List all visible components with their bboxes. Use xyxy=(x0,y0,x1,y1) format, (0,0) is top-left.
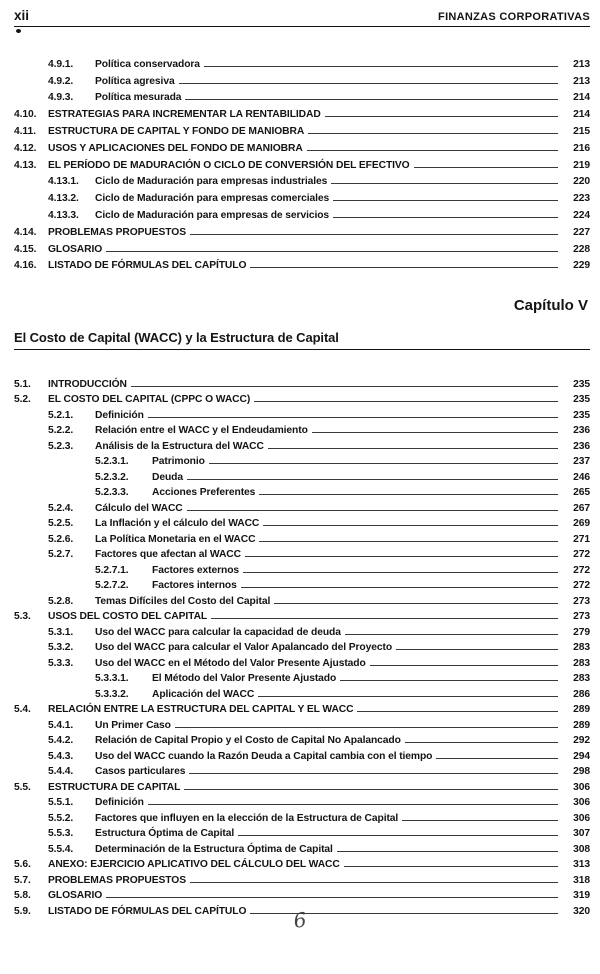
entry-title: Un Primer Caso xyxy=(95,719,171,731)
toc-entry xyxy=(14,762,590,778)
leader-line xyxy=(331,183,558,184)
entry-title: PROBLEMAS PROPUESTOS xyxy=(48,226,186,238)
leader-line xyxy=(209,463,558,464)
entry-page: 294 xyxy=(573,750,590,762)
leader-line xyxy=(106,251,558,252)
entry-page: 307 xyxy=(573,828,590,840)
entry-number: 5.9. xyxy=(14,905,31,917)
entry-number: 5.6. xyxy=(14,859,31,871)
leader-line xyxy=(337,851,558,852)
toc-entry xyxy=(14,187,590,204)
entry-number: 5.2.5. xyxy=(48,518,74,530)
entry-page: 319 xyxy=(573,890,590,902)
toc-entry xyxy=(14,120,590,137)
leader-line xyxy=(187,479,558,480)
entry-number: 5.2.3. xyxy=(48,440,74,452)
leader-line xyxy=(254,401,558,402)
entry-page: 292 xyxy=(573,735,590,747)
entry-number: 4.9.1. xyxy=(48,58,74,70)
toc-entry xyxy=(14,405,590,421)
toc-entry xyxy=(14,374,590,390)
toc-entry xyxy=(14,467,590,483)
entry-title: LISTADO DE FÓRMULAS DEL CAPÍTULO xyxy=(48,905,247,917)
entry-number: 5.8. xyxy=(14,890,31,902)
entry-title: Uso del WACC para calcular la capacidad de deuda xyxy=(95,626,341,638)
entry-title: Uso del WACC en el Método del Valor Presente Ajustado xyxy=(95,657,366,669)
entry-title: LISTADO DE FÓRMULAS DEL CAPÍTULO xyxy=(48,260,247,272)
entry-page: 313 xyxy=(573,859,590,871)
entry-title: Factores que influyen en la elección de la Estructura de Capital xyxy=(95,812,399,824)
toc-entry xyxy=(14,793,590,809)
entry-number: 5.2.1. xyxy=(48,409,74,421)
entry-title: El Método del Valor Presente Ajustado xyxy=(152,673,337,685)
chapter-title: El Costo de Capital (WACC) y la Estructura de Capital xyxy=(14,330,339,346)
entry-number: 4.16. xyxy=(14,260,37,272)
leader-line xyxy=(243,572,558,573)
entry-page: 272 xyxy=(573,580,590,592)
entry-title: EL COSTO DEL CAPITAL (CPPC O WACC) xyxy=(48,394,251,406)
entry-page: 216 xyxy=(573,142,590,154)
entry-page: 308 xyxy=(573,843,590,855)
entry-number: 4.13.2. xyxy=(48,193,79,205)
entry-number: 5.3.2. xyxy=(48,642,74,654)
leader-line xyxy=(258,696,558,697)
entry-title: GLOSARIO xyxy=(48,243,103,255)
entry-number: 4.13.3. xyxy=(48,209,79,221)
entry-title: EL PERÍODO DE MADURACIÓN O CICLO DE CONVERSIÓN DEL EFECTIVO xyxy=(48,159,410,171)
toc-entry xyxy=(14,560,590,576)
entry-title: Determinación de la Estructura Óptima de Capital xyxy=(95,843,333,855)
entry-page: 318 xyxy=(573,874,590,886)
entry-title: Patrimonio xyxy=(152,456,205,468)
entry-title: ESTRUCTURA DE CAPITAL xyxy=(48,781,181,793)
entry-number: 5.4.3. xyxy=(48,750,74,762)
entry-page: 228 xyxy=(573,243,590,255)
leader-line xyxy=(263,525,558,526)
entry-title: Ciclo de Maduración para empresas comerciales xyxy=(95,193,330,205)
chapter-label: Capítulo V xyxy=(513,297,588,315)
leader-line xyxy=(340,680,558,681)
entry-page: 229 xyxy=(573,260,590,272)
toc-entry xyxy=(14,452,590,468)
entry-number: 5.5. xyxy=(14,781,31,793)
entry-page: 273 xyxy=(573,611,590,623)
entry-title: GLOSARIO xyxy=(48,890,103,902)
leader-line xyxy=(259,541,558,542)
toc-entry xyxy=(14,684,590,700)
entry-title: Relación de Capital Propio y el Costo de Capital No Apalancado xyxy=(95,735,401,747)
entry-title: Ciclo de Maduración para empresas de servicios xyxy=(95,209,330,221)
toc-entry xyxy=(14,777,590,793)
toc-chapter4-entries xyxy=(14,53,590,271)
entry-page: 220 xyxy=(573,176,590,188)
entry-page: 283 xyxy=(573,657,590,669)
toc-entry xyxy=(14,53,590,70)
entry-page: 306 xyxy=(573,797,590,809)
leader-line xyxy=(179,83,558,84)
entry-page: 246 xyxy=(573,471,590,483)
leader-line xyxy=(190,234,558,235)
leader-line xyxy=(148,417,558,418)
entry-page: 237 xyxy=(573,456,590,468)
entry-page: 298 xyxy=(573,766,590,778)
leader-line xyxy=(357,711,558,712)
toc-entry xyxy=(14,731,590,747)
entry-page: 265 xyxy=(573,487,590,499)
entry-number: 5.2. xyxy=(14,394,31,406)
entry-number: 5.2.7.2. xyxy=(95,580,129,592)
header-dot xyxy=(16,29,21,33)
leader-line xyxy=(333,217,558,218)
toc-entry xyxy=(14,669,590,685)
entry-number: 5.2.8. xyxy=(48,595,74,607)
entry-number: 4.9.3. xyxy=(48,92,74,104)
chapter-title-rule xyxy=(14,349,590,350)
toc-entry xyxy=(14,653,590,669)
entry-title: Factores que afectan al WACC xyxy=(95,549,241,561)
entry-number: 5.4. xyxy=(14,704,31,716)
entry-number: 5.2.6. xyxy=(48,533,74,545)
entry-title: Política mesurada xyxy=(95,92,182,104)
entry-page: 227 xyxy=(573,226,590,238)
toc-entry xyxy=(14,622,590,638)
entry-title: Temas Difíciles del Costo del Capital xyxy=(95,595,271,607)
toc-entry xyxy=(14,545,590,561)
toc-entry xyxy=(14,137,590,154)
entry-page: 223 xyxy=(573,193,590,205)
toc-entry xyxy=(14,746,590,762)
toc-entry xyxy=(14,436,590,452)
entry-title: Definición xyxy=(95,409,144,421)
entry-title: Deuda xyxy=(152,471,183,483)
leader-line xyxy=(259,494,558,495)
entry-page: 271 xyxy=(573,533,590,545)
toc-entry xyxy=(14,824,590,840)
entry-page: 215 xyxy=(573,125,590,137)
toc-entry xyxy=(14,638,590,654)
entry-title: Política conservadora xyxy=(95,58,200,70)
entry-number: 5.5.2. xyxy=(48,812,74,824)
leader-line xyxy=(148,804,558,805)
entry-title: Acciones Preferentes xyxy=(152,487,256,499)
leader-line xyxy=(185,99,558,100)
entry-number: 5.2.7.1. xyxy=(95,564,129,576)
entry-page: 219 xyxy=(573,159,590,171)
leader-line xyxy=(245,556,558,557)
entry-number: 5.1. xyxy=(14,378,31,390)
entry-number: 4.12. xyxy=(14,142,37,154)
leader-line xyxy=(405,742,558,743)
page-number-label: xii xyxy=(14,8,30,23)
toc-entry xyxy=(14,483,590,499)
entry-title: Análisis de la Estructura del WACC xyxy=(95,440,264,452)
entry-page: 236 xyxy=(573,425,590,437)
entry-title: INTRODUCCIÓN xyxy=(48,378,127,390)
leader-line xyxy=(312,432,558,433)
toc-entry xyxy=(14,221,590,238)
book-title: FINANZAS CORPORATIVAS xyxy=(438,11,590,23)
toc-entry xyxy=(14,808,590,824)
entry-page: 235 xyxy=(573,394,590,406)
leader-line xyxy=(184,789,558,790)
entry-page: 283 xyxy=(573,642,590,654)
entry-title: La Política Monetaria en el WACC xyxy=(95,533,256,545)
toc-entry xyxy=(14,238,590,255)
page-header xyxy=(14,8,590,23)
leader-line xyxy=(345,634,558,635)
header-rule xyxy=(14,26,590,27)
entry-title: Ciclo de Maduración para empresas industriales xyxy=(95,176,328,188)
toc-entry xyxy=(14,576,590,592)
toc-entry xyxy=(14,87,590,104)
entry-page: 213 xyxy=(573,58,590,70)
entry-number: 5.4.2. xyxy=(48,735,74,747)
entry-page: 235 xyxy=(573,409,590,421)
entry-number: 5.7. xyxy=(14,874,31,886)
toc-entry xyxy=(14,700,590,716)
toc-entry xyxy=(14,607,590,623)
leader-line xyxy=(414,167,558,168)
toc-entry xyxy=(14,855,590,871)
leader-line xyxy=(268,448,558,449)
entry-number: 4.10. xyxy=(14,109,37,121)
leader-line xyxy=(274,603,558,604)
entry-number: 5.4.4. xyxy=(48,766,74,778)
entry-page: 289 xyxy=(573,719,590,731)
entry-number: 4.14. xyxy=(14,226,37,238)
entry-number: 5.2.7. xyxy=(48,549,74,561)
leader-line xyxy=(250,267,558,268)
toc-entry xyxy=(14,171,590,188)
entry-page: 236 xyxy=(573,440,590,452)
entry-title: Factores internos xyxy=(152,580,237,592)
leader-line xyxy=(308,133,558,134)
entry-page: 320 xyxy=(573,905,590,917)
entry-page: 213 xyxy=(573,75,590,87)
entry-number: 4.13. xyxy=(14,159,37,171)
entry-number: 5.3. xyxy=(14,611,31,623)
entry-number: 4.9.2. xyxy=(48,75,74,87)
footer-handwritten-mark: 6 xyxy=(292,907,308,933)
entry-title: Política agresiva xyxy=(95,75,175,87)
entry-number: 5.3.3.1. xyxy=(95,673,129,685)
entry-title: Casos particulares xyxy=(95,766,186,778)
entry-page: 279 xyxy=(573,626,590,638)
leader-line xyxy=(333,200,558,201)
entry-page: 272 xyxy=(573,564,590,576)
entry-page: 283 xyxy=(573,673,590,685)
entry-page: 286 xyxy=(573,688,590,700)
entry-title: ANEXO: EJERCICIO APLICATIVO DEL CÁLCULO DEL WACC xyxy=(48,859,340,871)
entry-page: 272 xyxy=(573,549,590,561)
entry-number: 5.2.2. xyxy=(48,425,74,437)
entry-number: 5.3.1. xyxy=(48,626,74,638)
entry-title: PROBLEMAS PROPUESTOS xyxy=(48,874,186,886)
toc-entry xyxy=(14,514,590,530)
entry-number: 5.3.3.2. xyxy=(95,688,129,700)
entry-number: 5.5.4. xyxy=(48,843,74,855)
toc-entry xyxy=(14,103,590,120)
entry-number: 5.2.3.1. xyxy=(95,456,129,468)
entry-number: 5.4.1. xyxy=(48,719,74,731)
leader-line xyxy=(204,66,558,67)
toc-entry xyxy=(14,70,590,87)
entry-page: 269 xyxy=(573,518,590,530)
entry-number: 4.13.1. xyxy=(48,176,79,188)
entry-title: Relación entre el WACC y el Endeudamiento xyxy=(95,425,308,437)
leader-line xyxy=(370,665,558,666)
toc-entry xyxy=(14,715,590,731)
entry-title: Cálculo del WACC xyxy=(95,502,183,514)
entry-title: ESTRUCTURA DE CAPITAL Y FONDO DE MANIOBRA xyxy=(48,125,305,137)
leader-line xyxy=(344,866,558,867)
leader-line xyxy=(402,820,558,821)
entry-title: Aplicación del WACC xyxy=(152,688,255,700)
leader-line xyxy=(436,758,558,759)
entry-number: 5.5.3. xyxy=(48,828,74,840)
entry-title: Definición xyxy=(95,797,144,809)
toc-entry xyxy=(14,839,590,855)
entry-number: 5.2.4. xyxy=(48,502,74,514)
entry-page: 306 xyxy=(573,781,590,793)
leader-line xyxy=(238,835,558,836)
entry-title: Estructura Óptima de Capital xyxy=(95,828,235,840)
entry-title: ESTRATEGIAS PARA INCREMENTAR LA RENTABILIDAD xyxy=(48,109,321,121)
entry-title: Uso del WACC para calcular el Valor Apalancado del Proyecto xyxy=(95,642,393,654)
entry-number: 4.11. xyxy=(14,125,36,137)
entry-page: 235 xyxy=(573,378,590,390)
entry-page: 267 xyxy=(573,502,590,514)
leader-line xyxy=(396,649,558,650)
entry-title: La Inflación y el cálculo del WACC xyxy=(95,518,260,530)
toc-entry xyxy=(14,498,590,514)
leader-line xyxy=(241,587,558,588)
entry-page: 214 xyxy=(573,109,590,121)
entry-title: USOS Y APLICACIONES DEL FONDO DE MANIOBRA xyxy=(48,142,303,154)
leader-line xyxy=(307,150,558,151)
entry-title: Uso del WACC cuando la Razón Deuda a Capital cambia con el tiempo xyxy=(95,750,433,762)
entry-page: 224 xyxy=(573,209,590,221)
toc-entry xyxy=(14,529,590,545)
toc-entry xyxy=(14,204,590,221)
toc-entry xyxy=(14,390,590,406)
leader-line xyxy=(131,386,558,387)
entry-title: USOS DEL COSTO DEL CAPITAL xyxy=(48,611,208,623)
entry-number: 5.2.3.3. xyxy=(95,487,129,499)
toc-entry xyxy=(14,421,590,437)
entry-page: 273 xyxy=(573,595,590,607)
entry-number: 5.5.1. xyxy=(48,797,74,809)
entry-number: 5.2.3.2. xyxy=(95,471,129,483)
entry-number: 5.3.3. xyxy=(48,657,74,669)
leader-line xyxy=(187,510,558,511)
toc-chapter5-entries xyxy=(14,374,590,917)
leader-line xyxy=(325,116,558,117)
leader-line xyxy=(175,727,558,728)
toc-entry xyxy=(14,154,590,171)
entry-title: RELACIÓN ENTRE LA ESTRUCTURA DEL CAPITAL Y EL WACC xyxy=(48,704,354,716)
entry-title: Factores externos xyxy=(152,564,240,576)
leader-line xyxy=(189,773,558,774)
toc-entry xyxy=(14,591,590,607)
entry-page: 306 xyxy=(573,812,590,824)
toc-entry xyxy=(14,255,590,272)
entry-page: 289 xyxy=(573,704,590,716)
leader-line xyxy=(211,618,558,619)
entry-number: 4.15. xyxy=(14,243,37,255)
entry-page: 214 xyxy=(573,92,590,104)
